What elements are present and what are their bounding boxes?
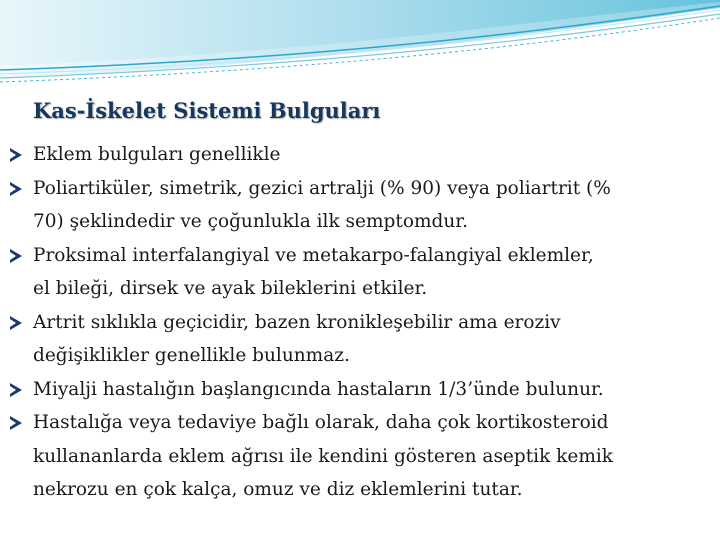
arrow-bullet-icon [10,249,22,263]
bullet-text-line: Artrit sıklıkla geçicidir, bazen kronikleşebilir ama eroziv [33,311,561,333]
bullet-text-line: Eklem bulguları genellikle [33,144,281,165]
bullet-text-line: Proksimal interfalangiyal ve metakarpo-falangiyal eklemler, [33,244,594,266]
arrow-bullet-icon [10,148,22,162]
bullet-text-line: 70) şeklindedir ve çoğunlukla ilk semptomdur. [33,211,468,232]
bullet-text-line: nekrozu en çok kalça, omuz ve diz eklemlerini tutar. [33,479,523,500]
bullet-text-line: Poliartiküler, simetrik, gezici artralji (% 90) veya poliartrit (% [33,177,611,199]
arrow-bullet-icon [10,182,22,196]
list-item [8,138,708,172]
bullet-text-line: Miyalji hastalığın başlangıcında hastaların 1/3’ünde bulunur. [33,378,604,400]
bullet-text-line: değişiklikler genellikle bulunmaz. [33,345,350,366]
list-item [8,406,708,507]
decorative-wave-header [0,0,720,95]
list-item [8,373,708,407]
bullet-list [8,138,708,507]
arrow-bullet-icon [10,383,22,397]
list-item [8,172,708,239]
arrow-bullet-icon [10,316,22,330]
list-item [8,306,708,373]
list-item [8,239,708,306]
bullet-text-line: el bileği, dirsek ve ayak bileklerini etkiler. [33,278,428,299]
arrow-bullet-icon [10,416,22,430]
bullet-text-line: kullananlarda eklem ağrısı ile kendini gösteren aseptik kemik [33,445,613,467]
bullet-text-line: Hastalığa veya tedaviye bağlı olarak, daha çok kortikosteroid [33,412,609,433]
slide-title: Kas-İskelet Sistemi Bulguları [33,98,381,123]
